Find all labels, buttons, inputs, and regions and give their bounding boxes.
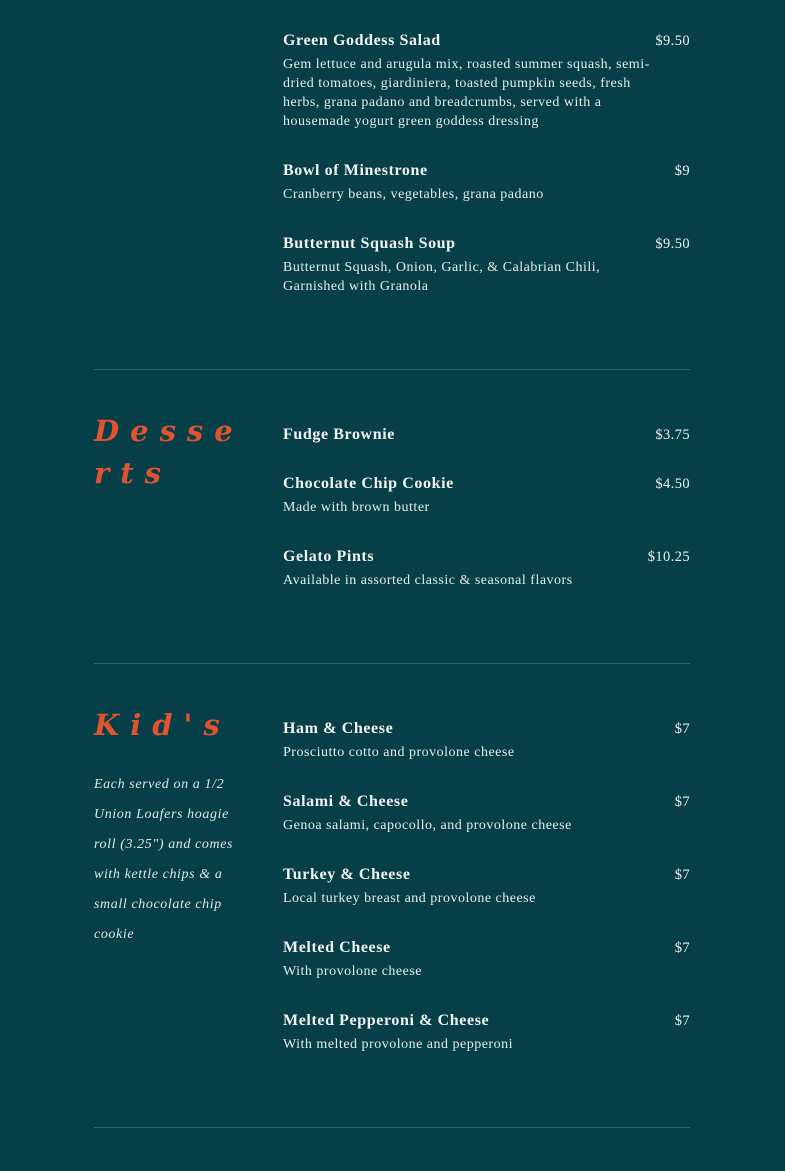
item-price: $7 <box>674 794 690 810</box>
item-name: Salami & Cheese <box>283 793 409 810</box>
menu-item <box>283 938 690 981</box>
item-description: Available in assorted classic & seasonal flavors <box>283 573 573 588</box>
menu-item <box>283 792 690 835</box>
menu-item <box>283 425 690 445</box>
item-price: $10.25 <box>647 549 690 565</box>
section-divider <box>94 663 690 664</box>
item-price: $7 <box>674 867 690 883</box>
item-description: Gem lettuce and arugula mix, roasted summer squash, semi-dried tomatoes, giardiniera, toasted pumpkin seeds, fresh herbs, grana padano and breadcrumbs, served with a housemade yogurt green goddess dressing <box>283 57 650 129</box>
soups-salads-section <box>94 0 690 300</box>
item-description: Local turkey breast and provolone cheese <box>283 891 536 906</box>
menu-item <box>283 31 690 131</box>
menu-item <box>283 474 690 517</box>
item-name: Bowl of Minestrone <box>283 162 428 179</box>
item-price: $3.75 <box>655 427 690 443</box>
item-name: Melted Pepperoni & Cheese <box>283 1012 490 1029</box>
item-name: Turkey & Cheese <box>283 866 411 883</box>
item-price: $9 <box>674 163 690 179</box>
item-price: $7 <box>674 721 690 737</box>
section-note: Each served on a 1/2 Union Loafers hoagie roll (3.25") and comes with kettle chips & a small chocolate chip cookie <box>94 777 234 942</box>
item-name: Gelato Pints <box>283 548 375 565</box>
item-description: Prosciutto cotto and provolone cheese <box>283 745 515 760</box>
section-divider <box>94 1127 690 1128</box>
menu-item <box>283 865 690 908</box>
menu-item <box>283 1011 690 1054</box>
item-price: $9.50 <box>655 236 690 252</box>
item-description: Butternut Squash, Onion, Garlic, & Calabrian Chili, Garnished with Granola <box>283 260 601 294</box>
item-name: Melted Cheese <box>283 939 391 956</box>
item-name: Chocolate Chip Cookie <box>283 475 454 492</box>
item-price: $7 <box>674 940 690 956</box>
item-description: Genoa salami, capocollo, and provolone cheese <box>283 818 572 833</box>
item-price: $9.50 <box>655 33 690 49</box>
item-description: Cranberry beans, vegetables, grana padano <box>283 187 544 202</box>
desserts-section <box>94 410 690 610</box>
menu-item <box>283 234 690 296</box>
menu-item <box>283 161 690 204</box>
item-name: Green Goddess Salad <box>283 32 441 49</box>
item-description: With melted provolone and pepperoni <box>283 1037 513 1052</box>
item-name: Butternut Squash Soup <box>283 235 456 252</box>
item-price: $7 <box>674 1013 690 1029</box>
section-title: Desserts <box>94 414 244 490</box>
menu-item <box>283 547 690 590</box>
kids-section <box>94 704 690 1064</box>
item-price: $4.50 <box>655 476 690 492</box>
item-name: Ham & Cheese <box>283 720 394 737</box>
item-description: Made with brown butter <box>283 500 430 515</box>
section-title: Kid's <box>94 708 231 742</box>
item-description: With provolone cheese <box>283 964 423 979</box>
item-name: Fudge Brownie <box>283 426 395 443</box>
section-divider <box>94 369 690 370</box>
menu-item <box>283 719 690 762</box>
